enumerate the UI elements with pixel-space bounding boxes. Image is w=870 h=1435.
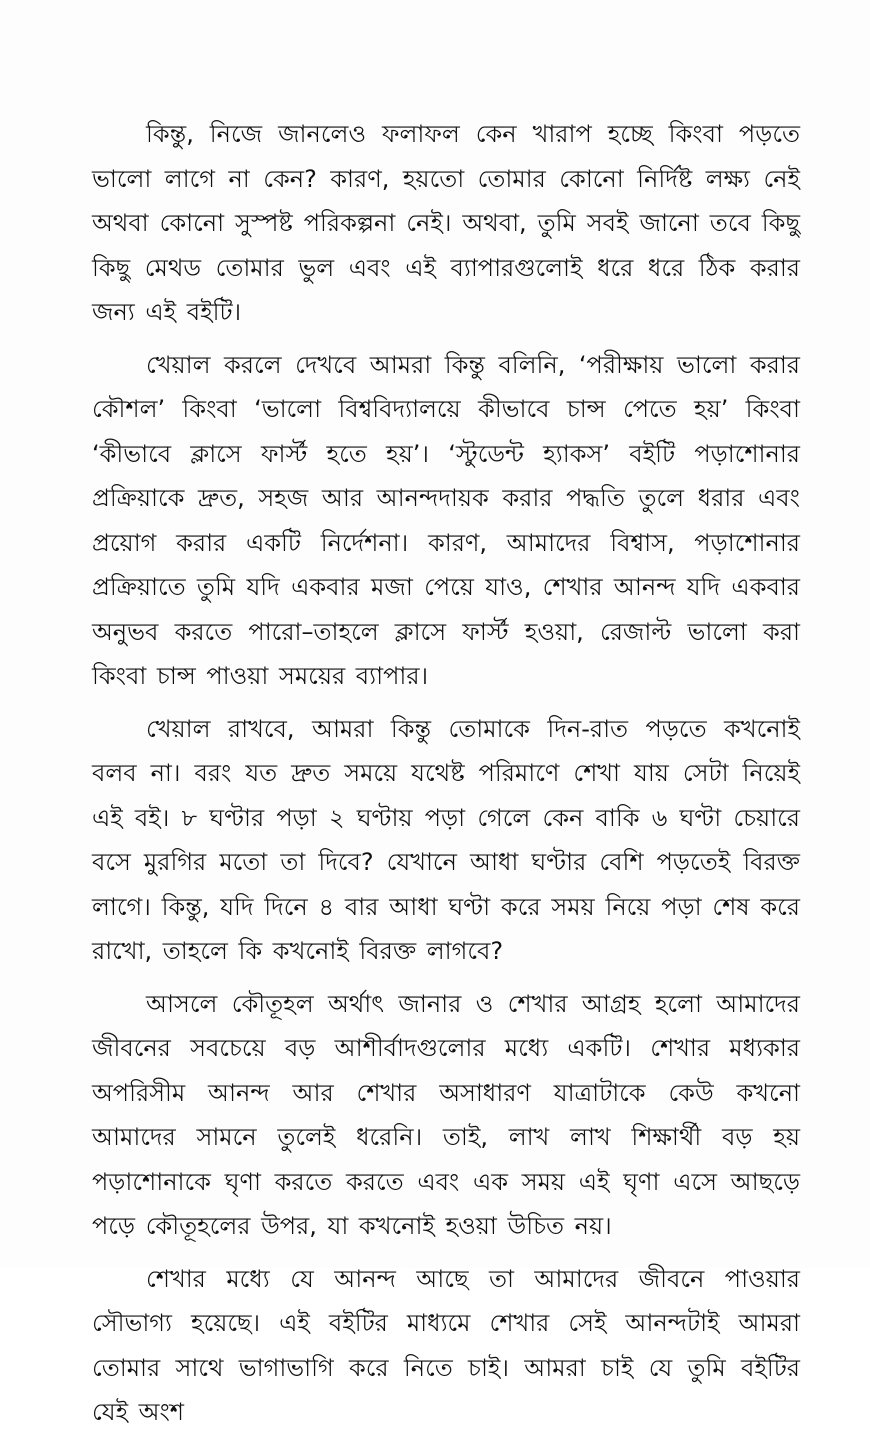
paragraph-1: কিন্তু, নিজে জানলেও ফলাফল কেন খারাপ হচ্ছে কিংবা পড়তে ভালো লাগে না কেন? কারণ, হয়তো তোমার কোনো নির্দিষ্ট লক্ষ্য নেই অথবা কোনো সুস্পষ্ট পরিকল্পনা নেই। অথবা, তুমি সবই জানো তবে কিছু কিছু মেথড তোমার ভুল এবং এই ব্যাপারগুলোই ধরে ধরে ঠিক করার জন্য এই বইটি। — [92, 120, 800, 326]
paragraph-4: আসলে কৌতূহল অর্থাৎ জানার ও শেখার আগ্রহ হলো আমাদের জীবনের সবচেয়ে বড় আশীর্বাদগুলোর মধ্যে একটি। শেখার মধ্যকার অপরিসীম আনন্দ আর শেখার অসাধারণ যাত্রাটাকে কেউ কখনো আমাদের সামনে তুলেই ধরেনি। তাই, লাখ লাখ শিক্ষার্থী বড় হয় পড়াশোনাকে ঘৃণা করতে করতে এবং এক সময় এই ঘৃণা এসে আছড়ে পড়ে কৌতূহলের উপর, যা কখনোই হওয়া উচিত নয়। — [92, 989, 800, 1240]
paragraph-3: খেয়াল রাখবে, আমরা কিন্তু তোমাকে দিন-রাত পড়তে কখনোই বলব না। বরং যত দ্রুত সময়ে যথেষ্ট পরিমাণে শেখা যায় সেটা নিয়েই এই বই। ৮ ঘণ্টার পড়া ২ ঘণ্টায় পড়া গেলে কেন বাকি ৬ ঘণ্টা চেয়ারে বসে মুরগির মতো তা দিবে? যেখানে আধা ঘণ্টার বেশি পড়তেই বিরক্ত লাগে। কিন্তু, যদি দিনে ৪ বার আধা ঘণ্টা করে সময় নিয়ে পড়া শেষ করে রাখো, তাহলে কি কখনোই বিরক্ত লাগবে? — [92, 714, 800, 965]
paragraph-2: খেয়াল করলে দেখবে আমরা কিন্তু বলিনি, ‘পরীক্ষায় ভালো করার কৌশল’ কিংবা ‘ভালো বিশ্ববিদ্যালয়ে কীভাবে চান্স পেতে হয়’ কিংবা ‘কীভাবে ক্লাসে ফার্স্ট হতে হয়’। ‘স্টুডেন্ট হ্যাকস’ বইটি পড়াশোনার প্রক্রিয়াকে দ্রুত, সহজ আর আনন্দদায়ক করার পদ্ধতি তুলে ধরার এবং প্রয়োগ করার একটি নির্দেশনা। কারণ, আমাদের বিশ্বাস, পড়াশোনার প্রক্রিয়াতে তুমি যদি একবার মজা পেয়ে যাও, শেখার আনন্দ যদি একবার অনুভব করতে পারো–তাহলে ক্লাসে ফার্স্ট হওয়া, রেজাল্ট ভালো করা কিংবা চান্স পাওয়া সময়ের ব্যাপার। — [92, 350, 800, 690]
paragraph-5: শেখার মধ্যে যে আনন্দ আছে তা আমাদের জীবনে পাওয়ার সৌভাগ্য হয়েছে। এই বইটির মাধ্যমে শেখার সেই আনন্দটাই আমরা তোমার সাথে ভাগাভাগি করে নিতে চাই। আমরা চাই যে তুমি বইটির যেই অংশ — [92, 1264, 800, 1426]
